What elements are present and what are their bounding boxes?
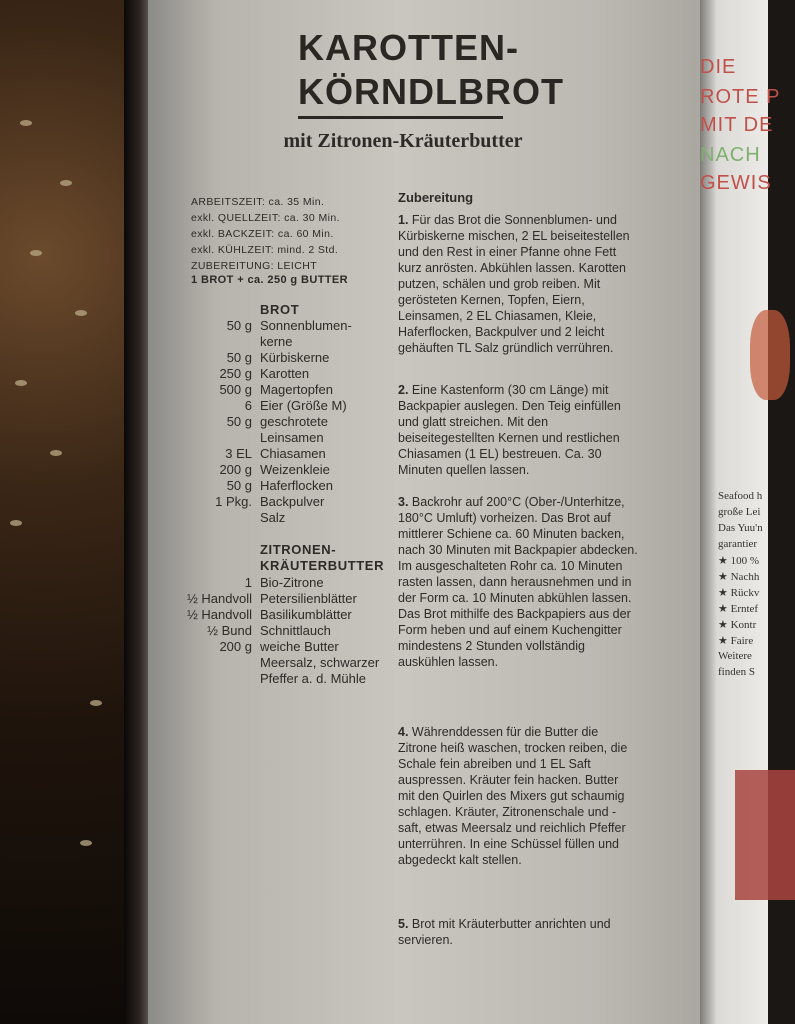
- ingredient-row: [226, 478, 333, 494]
- ingredient-row: [186, 607, 352, 623]
- ingredient-qty: 3 EL: [225, 446, 252, 461]
- ingredient-qty: ½ Handvoll: [186, 591, 252, 606]
- ingredient-name: Meersalz, schwarzer: [260, 655, 380, 670]
- step-number: 2.: [398, 383, 409, 397]
- adjacent-headline-line: DIE: [700, 56, 737, 78]
- adjacent-text-line: ★ 100 %: [718, 555, 760, 567]
- step-number: 1.: [398, 213, 409, 227]
- ingredient-qty: ½ Bund: [207, 623, 252, 638]
- step-text: Eine Kastenform (30 cm Länge) mit Backpapier auslegen. Den Teig einfüllen und glatt streichen. Mit den beiseitegestellten Kernen und restlichen Chiasamen (1 EL) bestreuen. Ca. 30 Minuten quellen lassen.: [398, 383, 621, 477]
- ingredient-row: [219, 462, 330, 478]
- ingredient-name: Haferflocken: [260, 478, 333, 493]
- ingredient-name: Eier (Größe M): [260, 398, 347, 413]
- adjacent-headline-line: MIT DE: [700, 114, 774, 136]
- step-4: [398, 724, 638, 868]
- product-box-image: [735, 770, 795, 900]
- adjacent-text-line: finden S: [718, 666, 755, 678]
- step-5: [398, 916, 638, 948]
- title-underline: [298, 116, 503, 119]
- ingredient-row: [186, 591, 357, 607]
- ingredient-name: Karotten: [260, 366, 310, 381]
- adjacent-headline-line: NACH: [700, 144, 761, 166]
- adjacent-text-line: ★ Erntef: [718, 603, 759, 615]
- seed-decoration: [90, 700, 102, 706]
- step-3: [398, 494, 638, 670]
- ingredient-qty: 50 g: [226, 350, 252, 365]
- brot-heading: BROT: [260, 302, 300, 317]
- ingredient-qty: 1 Pkg.: [215, 494, 252, 509]
- ingredient-name: Backpulver: [260, 494, 325, 509]
- adjacent-text-line: garantier: [718, 538, 758, 550]
- meta-baketime: exkl. BACKZEIT: ca. 60 Min.: [191, 228, 334, 240]
- ingredient-row: [260, 510, 285, 526]
- zubereitung-heading: Zubereitung: [398, 190, 474, 205]
- step-text: Backrohr auf 200°C (Ober-/Unterhitze, 180°C Umluft) vorheizen. Das Brot auf mittlerer Schiene ca. 60 Minuten backen, nach 30 Minuten mit Backpapier abdecken. Im ausgeschalteten Rohr ca. 10 Minuten rasten lassen, dann herausnehmen und in der Form ca. 10 Minuten abkühlen lassen. Das Brot mithilfe des Backpapiers aus der Form heben und auf einem Kuchengitter mindestens 2 Stunden vollständig auskühlen lassen.: [398, 495, 638, 669]
- seed-decoration: [10, 520, 22, 526]
- ingredient-row: [260, 655, 379, 671]
- adjacent-headline-line: ROTE P: [700, 86, 781, 108]
- ingredient-row: [225, 446, 326, 462]
- meta-worktime: ARBEITSZEIT: ca. 35 Min.: [191, 196, 325, 208]
- ingredient-row: [226, 350, 330, 366]
- seed-decoration: [60, 180, 72, 186]
- ingredient-name: Bio-Zitrone: [260, 575, 324, 590]
- ingredient-qty: 50 g: [226, 414, 252, 429]
- ingredient-name: Chiasamen: [260, 446, 326, 461]
- step-number: 5.: [398, 917, 409, 931]
- ingredient-name: Sonnenblumen-: [260, 318, 352, 333]
- ingredient-row: [226, 414, 328, 430]
- meta-difficulty: ZUBEREITUNG: LEICHT: [191, 260, 318, 272]
- meta-cooltime: exkl. KÜHLZEIT: mind. 2 Std.: [191, 244, 339, 256]
- ingredient-qty: 50 g: [226, 318, 252, 333]
- ingredient-qty: 6: [244, 398, 252, 413]
- recipe-title-line1: KAROTTEN-: [298, 27, 519, 68]
- ingredient-name: Weizenkleie: [260, 462, 330, 477]
- ingredient-qty: 1: [244, 575, 252, 590]
- butter-heading-line2: KRÄUTERBUTTER: [260, 558, 385, 573]
- recipe-subtitle: mit Zitronen-Kräuterbutter: [283, 130, 523, 152]
- recipe-page: [148, 0, 708, 1024]
- seed-decoration: [30, 250, 42, 256]
- ingredient-row: [226, 318, 352, 334]
- ingredient-row: [219, 366, 310, 382]
- adjacent-text-line: ★ Faire: [718, 635, 754, 647]
- ingredient-qty: 500 g: [219, 382, 252, 397]
- ingredient-name: Pfeffer a. d. Mühle: [260, 671, 366, 686]
- ingredient-row: [244, 398, 347, 414]
- ingredient-name: Petersilienblätter: [260, 591, 357, 606]
- ingredient-row: [207, 623, 331, 639]
- ingredient-qty: ½ Handvoll: [186, 607, 252, 622]
- adjacent-text-line: ★ Rückv: [718, 587, 760, 599]
- step-text: Währenddessen für die Butter die Zitrone heiß waschen, trocken reiben, die Schale fein abreiben und 1 EL Saft auspressen. Kräuter fein hacken. Butter mit den Quirlen des Mixers gut schaumig schlagen. Kräuter, Zitronenschale und -saft, etwas Meersalz und reichlich Pfeffer unterrühren. In eine Schüssel füllen und abgedeckt kalt stellen.: [398, 725, 628, 867]
- ingredient-qty: 200 g: [219, 462, 252, 477]
- seed-decoration: [80, 840, 92, 846]
- meta-soaktime: exkl. QUELLZEIT: ca. 30 Min.: [191, 212, 340, 224]
- butter-heading-line1: ZITRONEN-: [260, 542, 337, 557]
- adjacent-text-line: ★ Nachh: [718, 571, 760, 583]
- adjacent-text-line: Seafood h: [718, 490, 763, 502]
- ingredient-qty: 200 g: [219, 639, 252, 654]
- seed-decoration: [20, 120, 32, 126]
- seed-decoration: [75, 310, 87, 316]
- seed-decoration: [15, 380, 27, 386]
- ingredient-row: [219, 639, 339, 655]
- ingredient-row: [260, 430, 324, 446]
- adjacent-text-line: Das Yuu'n: [718, 522, 763, 534]
- adjacent-text-line: ★ Kontr: [718, 619, 757, 631]
- ingredient-name: weiche Butter: [260, 639, 339, 654]
- recipe-title-line2: KÖRNDLBROT: [298, 71, 564, 112]
- step-number: 3.: [398, 495, 409, 509]
- ingredient-name: Schnittlauch: [260, 623, 331, 638]
- step-number: 4.: [398, 725, 409, 739]
- ingredient-name: Salz: [260, 510, 286, 525]
- ingredient-name: Kürbiskerne: [260, 350, 330, 365]
- adjacent-text-line: Weitere: [718, 650, 752, 662]
- ingredient-name: Leinsamen: [260, 430, 324, 445]
- ingredient-row: [244, 575, 324, 591]
- ingredient-name: kerne: [260, 334, 293, 349]
- adjacent-headline-line: GEWIS: [700, 172, 772, 194]
- step-2: [398, 382, 638, 478]
- ingredient-name: geschrotete: [260, 414, 328, 429]
- bread-photo: [0, 0, 140, 1024]
- ingredient-name: Basilikumblätter: [260, 607, 352, 622]
- ingredient-row: [260, 334, 293, 350]
- step-text: Brot mit Kräuterbutter anrichten und servieren.: [398, 917, 611, 947]
- ingredient-row: [215, 494, 325, 510]
- ingredient-row: [260, 671, 366, 687]
- product-image: [750, 310, 790, 400]
- meta-yield: 1 BROT + ca. 250 g BUTTER: [191, 274, 349, 286]
- ingredient-row: [219, 382, 333, 398]
- step-1: [398, 212, 638, 356]
- step-text: Für das Brot die Sonnenblumen- und Kürbiskerne mischen, 2 EL beiseitestellen und den Rest in einer Pfanne ohne Fett kurz anrösten. Abkühlen lassen. Karotten putzen, schälen und grob reiben. Mit gerösteten Kernen, Topfen, Eiern, Leinsamen, 2 EL Chiasamen, Kleie, Haferflocken, Backpulver und 2 leicht gehäuften TL Salz gründlich verrühren.: [398, 213, 630, 355]
- ingredient-qty: 250 g: [219, 366, 252, 381]
- seed-decoration: [50, 450, 62, 456]
- ingredient-name: Magertopfen: [260, 382, 333, 397]
- adjacent-text-line: große Lei: [718, 506, 761, 518]
- ingredient-qty: 50 g: [226, 478, 252, 493]
